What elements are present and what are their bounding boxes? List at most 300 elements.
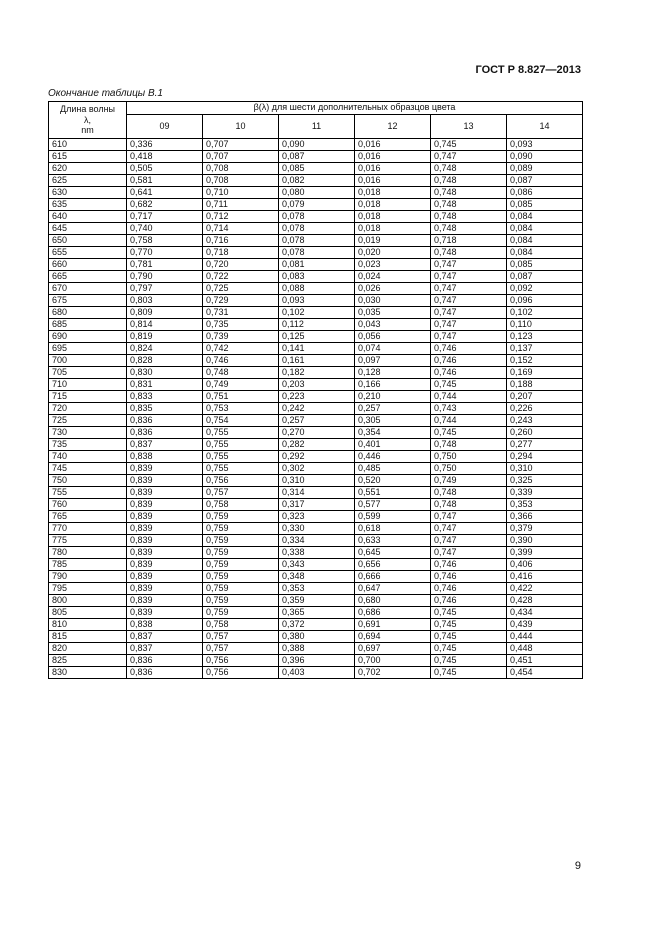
table-row	[49, 571, 583, 583]
beta-value-cell: 0,819	[127, 331, 203, 343]
beta-value-cell: 0,814	[127, 319, 203, 331]
beta-value-cell: 0,323	[279, 511, 355, 523]
beta-value-cell: 0,716	[203, 235, 279, 247]
beta-value-cell: 0,710	[203, 187, 279, 199]
table-row	[49, 271, 583, 283]
beta-value-cell: 0,837	[127, 439, 203, 451]
beta-value-cell: 0,828	[127, 355, 203, 367]
beta-value-cell: 0,747	[431, 271, 507, 283]
table-row	[49, 247, 583, 259]
beta-value-cell: 0,043	[355, 319, 431, 331]
wavelength-cell: 675	[49, 295, 127, 307]
beta-value-cell: 0,078	[279, 235, 355, 247]
beta-value-cell: 0,755	[203, 451, 279, 463]
beta-value-cell: 0,839	[127, 547, 203, 559]
wavelength-cell: 685	[49, 319, 127, 331]
beta-value-cell: 0,128	[355, 367, 431, 379]
beta-value-cell: 0,666	[355, 571, 431, 583]
table-row	[49, 499, 583, 511]
wavelength-cell: 720	[49, 403, 127, 415]
beta-value-cell: 0,745	[431, 631, 507, 643]
beta-value-cell: 0,749	[203, 379, 279, 391]
table-row	[49, 175, 583, 187]
table-row	[49, 547, 583, 559]
beta-value-cell: 0,434	[507, 607, 583, 619]
beta-value-cell: 0,831	[127, 379, 203, 391]
beta-value-cell: 0,092	[507, 283, 583, 295]
wavelength-header-line: nm	[81, 125, 94, 136]
beta-value-cell: 0,137	[507, 343, 583, 355]
table-row	[49, 355, 583, 367]
beta-value-cell: 0,422	[507, 583, 583, 595]
beta-value-cell: 0,746	[431, 595, 507, 607]
beta-value-cell: 0,835	[127, 403, 203, 415]
beta-value-cell: 0,097	[355, 355, 431, 367]
document-id-header: ГОСТ Р 8.827—2013	[475, 64, 581, 76]
table-row	[49, 211, 583, 223]
wavelength-cell: 770	[49, 523, 127, 535]
wavelength-cell: 745	[49, 463, 127, 475]
beta-value-cell: 0,084	[507, 223, 583, 235]
beta-value-cell: 0,016	[355, 175, 431, 187]
beta-value-cell: 0,016	[355, 163, 431, 175]
table-header	[49, 102, 583, 139]
table-row	[49, 199, 583, 211]
beta-value-cell: 0,803	[127, 295, 203, 307]
beta-value-cell: 0,748	[431, 211, 507, 223]
beta-value-cell: 0,839	[127, 559, 203, 571]
beta-value-cell: 0,123	[507, 331, 583, 343]
beta-value-cell: 0,748	[431, 499, 507, 511]
table-caption: Окончание таблицы В.1	[48, 88, 163, 99]
beta-value-cell: 0,152	[507, 355, 583, 367]
beta-value-cell: 0,317	[279, 499, 355, 511]
beta-group-header: β(λ) для шести дополнительных образцов цвета	[127, 102, 583, 115]
beta-value-cell: 0,380	[279, 631, 355, 643]
beta-value-cell: 0,758	[127, 235, 203, 247]
table-row	[49, 463, 583, 475]
beta-value-cell: 0,078	[279, 223, 355, 235]
wavelength-header	[49, 102, 127, 139]
beta-value-cell: 0,080	[279, 187, 355, 199]
beta-value-cell: 0,599	[355, 511, 431, 523]
beta-value-cell: 0,078	[279, 211, 355, 223]
beta-value-cell: 0,243	[507, 415, 583, 427]
wavelength-cell: 665	[49, 271, 127, 283]
table-row	[49, 391, 583, 403]
beta-value-cell: 0,093	[279, 295, 355, 307]
beta-value-cell: 0,711	[203, 199, 279, 211]
beta-value-cell: 0,759	[203, 511, 279, 523]
table-row	[49, 583, 583, 595]
table-row	[49, 427, 583, 439]
sample-header: 09	[127, 114, 203, 138]
beta-value-cell: 0,641	[127, 187, 203, 199]
beta-value-cell: 0,759	[203, 583, 279, 595]
table-row	[49, 139, 583, 151]
beta-value-cell: 0,084	[507, 211, 583, 223]
beta-value-cell: 0,839	[127, 523, 203, 535]
beta-value-cell: 0,745	[431, 427, 507, 439]
table-row	[49, 331, 583, 343]
table-row	[49, 619, 583, 631]
beta-value-cell: 0,731	[203, 307, 279, 319]
beta-value-cell: 0,757	[203, 643, 279, 655]
beta-value-cell: 0,839	[127, 595, 203, 607]
beta-value-cell: 0,024	[355, 271, 431, 283]
table-row	[49, 487, 583, 499]
beta-value-cell: 0,078	[279, 247, 355, 259]
beta-value-cell: 0,712	[203, 211, 279, 223]
beta-value-cell: 0,633	[355, 535, 431, 547]
beta-value-cell: 0,169	[507, 367, 583, 379]
beta-value-cell: 0,753	[203, 403, 279, 415]
beta-value-cell: 0,833	[127, 391, 203, 403]
beta-value-cell: 0,759	[203, 523, 279, 535]
beta-value-cell: 0,838	[127, 451, 203, 463]
beta-value-cell: 0,746	[431, 583, 507, 595]
beta-value-cell: 0,839	[127, 583, 203, 595]
beta-value-cell: 0,746	[431, 559, 507, 571]
table-row	[49, 151, 583, 163]
beta-value-cell: 0,747	[431, 523, 507, 535]
beta-value-cell: 0,745	[431, 379, 507, 391]
beta-value-cell: 0,781	[127, 259, 203, 271]
wavelength-cell: 805	[49, 607, 127, 619]
beta-value-cell: 0,388	[279, 643, 355, 655]
beta-value-cell: 0,242	[279, 403, 355, 415]
beta-value-cell: 0,740	[127, 223, 203, 235]
beta-value-cell: 0,720	[203, 259, 279, 271]
beta-value-cell: 0,745	[431, 139, 507, 151]
beta-value-cell: 0,746	[203, 355, 279, 367]
beta-value-cell: 0,707	[203, 139, 279, 151]
beta-value-cell: 0,682	[127, 199, 203, 211]
table-row	[49, 367, 583, 379]
beta-value-cell: 0,379	[507, 523, 583, 535]
table-row	[49, 415, 583, 427]
wavelength-cell: 690	[49, 331, 127, 343]
beta-value-cell: 0,018	[355, 199, 431, 211]
beta-value-cell: 0,745	[431, 667, 507, 679]
wavelength-cell: 615	[49, 151, 127, 163]
beta-value-cell: 0,277	[507, 439, 583, 451]
wavelength-cell: 735	[49, 439, 127, 451]
beta-value-cell: 0,839	[127, 511, 203, 523]
beta-value-cell: 0,747	[431, 295, 507, 307]
beta-value-cell: 0,748	[431, 175, 507, 187]
beta-value-cell: 0,745	[431, 607, 507, 619]
beta-value-cell: 0,018	[355, 187, 431, 199]
beta-value-cell: 0,446	[355, 451, 431, 463]
table-row	[49, 283, 583, 295]
table-body	[49, 139, 583, 679]
beta-value-cell: 0,759	[203, 595, 279, 607]
beta-value-cell: 0,680	[355, 595, 431, 607]
beta-value-cell: 0,755	[203, 439, 279, 451]
beta-value-cell: 0,314	[279, 487, 355, 499]
beta-value-cell: 0,084	[507, 247, 583, 259]
table-row	[49, 235, 583, 247]
wavelength-cell: 765	[49, 511, 127, 523]
beta-value-cell: 0,226	[507, 403, 583, 415]
wavelength-cell: 710	[49, 379, 127, 391]
beta-value-cell: 0,439	[507, 619, 583, 631]
beta-value-cell: 0,019	[355, 235, 431, 247]
beta-value-cell: 0,758	[203, 619, 279, 631]
wavelength-cell: 740	[49, 451, 127, 463]
wavelength-cell: 630	[49, 187, 127, 199]
beta-value-cell: 0,839	[127, 535, 203, 547]
beta-value-cell: 0,581	[127, 175, 203, 187]
beta-value-cell: 0,141	[279, 343, 355, 355]
beta-value-cell: 0,836	[127, 655, 203, 667]
beta-value-cell: 0,839	[127, 499, 203, 511]
table-row	[49, 535, 583, 547]
table-row	[49, 343, 583, 355]
beta-value-cell: 0,551	[355, 487, 431, 499]
beta-value-cell: 0,353	[507, 499, 583, 511]
wavelength-cell: 750	[49, 475, 127, 487]
beta-value-cell: 0,087	[507, 175, 583, 187]
beta-value-cell: 0,759	[203, 535, 279, 547]
beta-value-cell: 0,260	[507, 427, 583, 439]
wavelength-cell: 775	[49, 535, 127, 547]
beta-value-cell: 0,090	[279, 139, 355, 151]
beta-value-cell: 0,056	[355, 331, 431, 343]
beta-value-cell: 0,747	[431, 151, 507, 163]
beta-value-cell: 0,700	[355, 655, 431, 667]
beta-value-cell: 0,428	[507, 595, 583, 607]
table-row	[49, 295, 583, 307]
beta-value-cell: 0,839	[127, 607, 203, 619]
beta-value-cell: 0,758	[203, 499, 279, 511]
beta-value-cell: 0,839	[127, 571, 203, 583]
beta-value-cell: 0,686	[355, 607, 431, 619]
wavelength-header-line: Длина волны	[59, 103, 116, 114]
wavelength-cell: 700	[49, 355, 127, 367]
beta-value-cell: 0,210	[355, 391, 431, 403]
wavelength-cell: 755	[49, 487, 127, 499]
beta-value-cell: 0,746	[431, 367, 507, 379]
beta-value-cell: 0,748	[203, 367, 279, 379]
beta-value-cell: 0,310	[507, 463, 583, 475]
beta-value-cell: 0,338	[279, 547, 355, 559]
beta-value-cell: 0,750	[431, 463, 507, 475]
beta-value-cell: 0,416	[507, 571, 583, 583]
beta-value-cell: 0,747	[431, 547, 507, 559]
sample-header: 10	[203, 114, 279, 138]
beta-value-cell: 0,081	[279, 259, 355, 271]
beta-value-cell: 0,302	[279, 463, 355, 475]
beta-value-cell: 0,749	[431, 475, 507, 487]
beta-value-cell: 0,418	[127, 151, 203, 163]
beta-value-cell: 0,448	[507, 643, 583, 655]
beta-value-cell: 0,739	[203, 331, 279, 343]
beta-value-cell: 0,016	[355, 139, 431, 151]
beta-value-cell: 0,748	[431, 247, 507, 259]
beta-value-cell: 0,401	[355, 439, 431, 451]
beta-value-cell: 0,759	[203, 571, 279, 583]
wavelength-cell: 640	[49, 211, 127, 223]
beta-value-cell: 0,837	[127, 643, 203, 655]
beta-value-cell: 0,750	[431, 451, 507, 463]
beta-value-cell: 0,746	[431, 355, 507, 367]
beta-value-cell: 0,708	[203, 175, 279, 187]
wavelength-cell: 820	[49, 643, 127, 655]
beta-value-cell: 0,722	[203, 271, 279, 283]
beta-value-cell: 0,748	[431, 439, 507, 451]
beta-value-cell: 0,207	[507, 391, 583, 403]
wavelength-cell: 660	[49, 259, 127, 271]
beta-value-cell: 0,023	[355, 259, 431, 271]
beta-value-cell: 0,330	[279, 523, 355, 535]
beta-value-cell: 0,691	[355, 619, 431, 631]
beta-value-cell: 0,748	[431, 199, 507, 211]
wavelength-cell: 825	[49, 655, 127, 667]
beta-value-cell: 0,451	[507, 655, 583, 667]
beta-value-cell: 0,742	[203, 343, 279, 355]
beta-value-cell: 0,759	[203, 607, 279, 619]
beta-value-cell: 0,756	[203, 667, 279, 679]
sample-header: 13	[431, 114, 507, 138]
beta-value-cell: 0,087	[279, 151, 355, 163]
beta-value-cell: 0,836	[127, 427, 203, 439]
beta-value-cell: 0,743	[431, 403, 507, 415]
beta-value-cell: 0,166	[355, 379, 431, 391]
table-row	[49, 259, 583, 271]
beta-value-cell: 0,305	[355, 415, 431, 427]
beta-value-cell: 0,797	[127, 283, 203, 295]
beta-value-cell: 0,839	[127, 475, 203, 487]
table-row	[49, 451, 583, 463]
beta-value-cell: 0,645	[355, 547, 431, 559]
beta-value-cell: 0,096	[507, 295, 583, 307]
beta-value-cell: 0,755	[203, 427, 279, 439]
beta-value-cell: 0,372	[279, 619, 355, 631]
beta-value-cell: 0,182	[279, 367, 355, 379]
beta-value-cell: 0,035	[355, 307, 431, 319]
beta-value-cell: 0,325	[507, 475, 583, 487]
wavelength-cell: 780	[49, 547, 127, 559]
beta-value-cell: 0,203	[279, 379, 355, 391]
beta-value-cell: 0,084	[507, 235, 583, 247]
beta-value-cell: 0,717	[127, 211, 203, 223]
beta-value-cell: 0,018	[355, 211, 431, 223]
beta-value-cell: 0,697	[355, 643, 431, 655]
beta-value-cell: 0,708	[203, 163, 279, 175]
table-row	[49, 187, 583, 199]
beta-value-cell: 0,348	[279, 571, 355, 583]
wavelength-cell: 645	[49, 223, 127, 235]
table-row	[49, 439, 583, 451]
beta-value-cell: 0,343	[279, 559, 355, 571]
wavelength-cell: 620	[49, 163, 127, 175]
beta-value-cell: 0,747	[431, 259, 507, 271]
wavelength-cell: 635	[49, 199, 127, 211]
beta-value-cell: 0,282	[279, 439, 355, 451]
wavelength-cell: 625	[49, 175, 127, 187]
beta-value-cell: 0,090	[507, 151, 583, 163]
beta-value-cell: 0,751	[203, 391, 279, 403]
page-number: 9	[574, 860, 581, 872]
beta-value-cell: 0,079	[279, 199, 355, 211]
beta-value-cell: 0,757	[203, 487, 279, 499]
beta-value-cell: 0,790	[127, 271, 203, 283]
beta-value-cell: 0,399	[507, 547, 583, 559]
beta-value-cell: 0,359	[279, 595, 355, 607]
beta-value-cell: 0,718	[431, 235, 507, 247]
beta-value-cell: 0,292	[279, 451, 355, 463]
beta-value-cell: 0,020	[355, 247, 431, 259]
beta-value-cell: 0,747	[431, 307, 507, 319]
beta-value-cell: 0,838	[127, 619, 203, 631]
beta-value-cell: 0,745	[431, 643, 507, 655]
beta-value-cell: 0,836	[127, 667, 203, 679]
sample-header: 14	[507, 114, 583, 138]
wavelength-cell: 795	[49, 583, 127, 595]
beta-value-cell: 0,757	[203, 631, 279, 643]
beta-value-cell: 0,754	[203, 415, 279, 427]
beta-value-cell: 0,085	[507, 259, 583, 271]
beta-value-cell: 0,082	[279, 175, 355, 187]
sample-header: 11	[279, 114, 355, 138]
beta-value-cell: 0,365	[279, 607, 355, 619]
beta-value-cell: 0,747	[431, 319, 507, 331]
wavelength-cell: 785	[49, 559, 127, 571]
beta-value-cell: 0,824	[127, 343, 203, 355]
wavelength-cell: 800	[49, 595, 127, 607]
beta-value-cell: 0,403	[279, 667, 355, 679]
beta-value-cell: 0,746	[431, 571, 507, 583]
wavelength-cell: 790	[49, 571, 127, 583]
beta-value-cell: 0,257	[355, 403, 431, 415]
beta-value-cell: 0,018	[355, 223, 431, 235]
table-row	[49, 643, 583, 655]
wavelength-cell: 810	[49, 619, 127, 631]
beta-value-cell: 0,353	[279, 583, 355, 595]
beta-value-cell: 0,729	[203, 295, 279, 307]
wavelength-cell: 650	[49, 235, 127, 247]
table-row	[49, 403, 583, 415]
wavelength-cell: 815	[49, 631, 127, 643]
beta-value-cell: 0,102	[507, 307, 583, 319]
beta-value-cell: 0,016	[355, 151, 431, 163]
beta-value-cell: 0,087	[507, 271, 583, 283]
beta-value-cell: 0,270	[279, 427, 355, 439]
beta-value-cell: 0,756	[203, 655, 279, 667]
beta-value-cell: 0,747	[431, 535, 507, 547]
wavelength-cell: 670	[49, 283, 127, 295]
beta-value-cell: 0,809	[127, 307, 203, 319]
table-row	[49, 523, 583, 535]
beta-value-cell: 0,112	[279, 319, 355, 331]
beta-value-cell: 0,725	[203, 283, 279, 295]
wavelength-cell: 705	[49, 367, 127, 379]
wavelength-cell: 730	[49, 427, 127, 439]
beta-value-cell: 0,755	[203, 463, 279, 475]
beta-value-cell: 0,748	[431, 163, 507, 175]
beta-value-cell: 0,839	[127, 463, 203, 475]
beta-value-cell: 0,074	[355, 343, 431, 355]
beta-value-cell: 0,339	[507, 487, 583, 499]
table-row	[49, 511, 583, 523]
table-row	[49, 607, 583, 619]
beta-value-cell: 0,746	[431, 343, 507, 355]
beta-value-cell: 0,830	[127, 367, 203, 379]
table-row	[49, 475, 583, 487]
beta-value-cell: 0,748	[431, 187, 507, 199]
